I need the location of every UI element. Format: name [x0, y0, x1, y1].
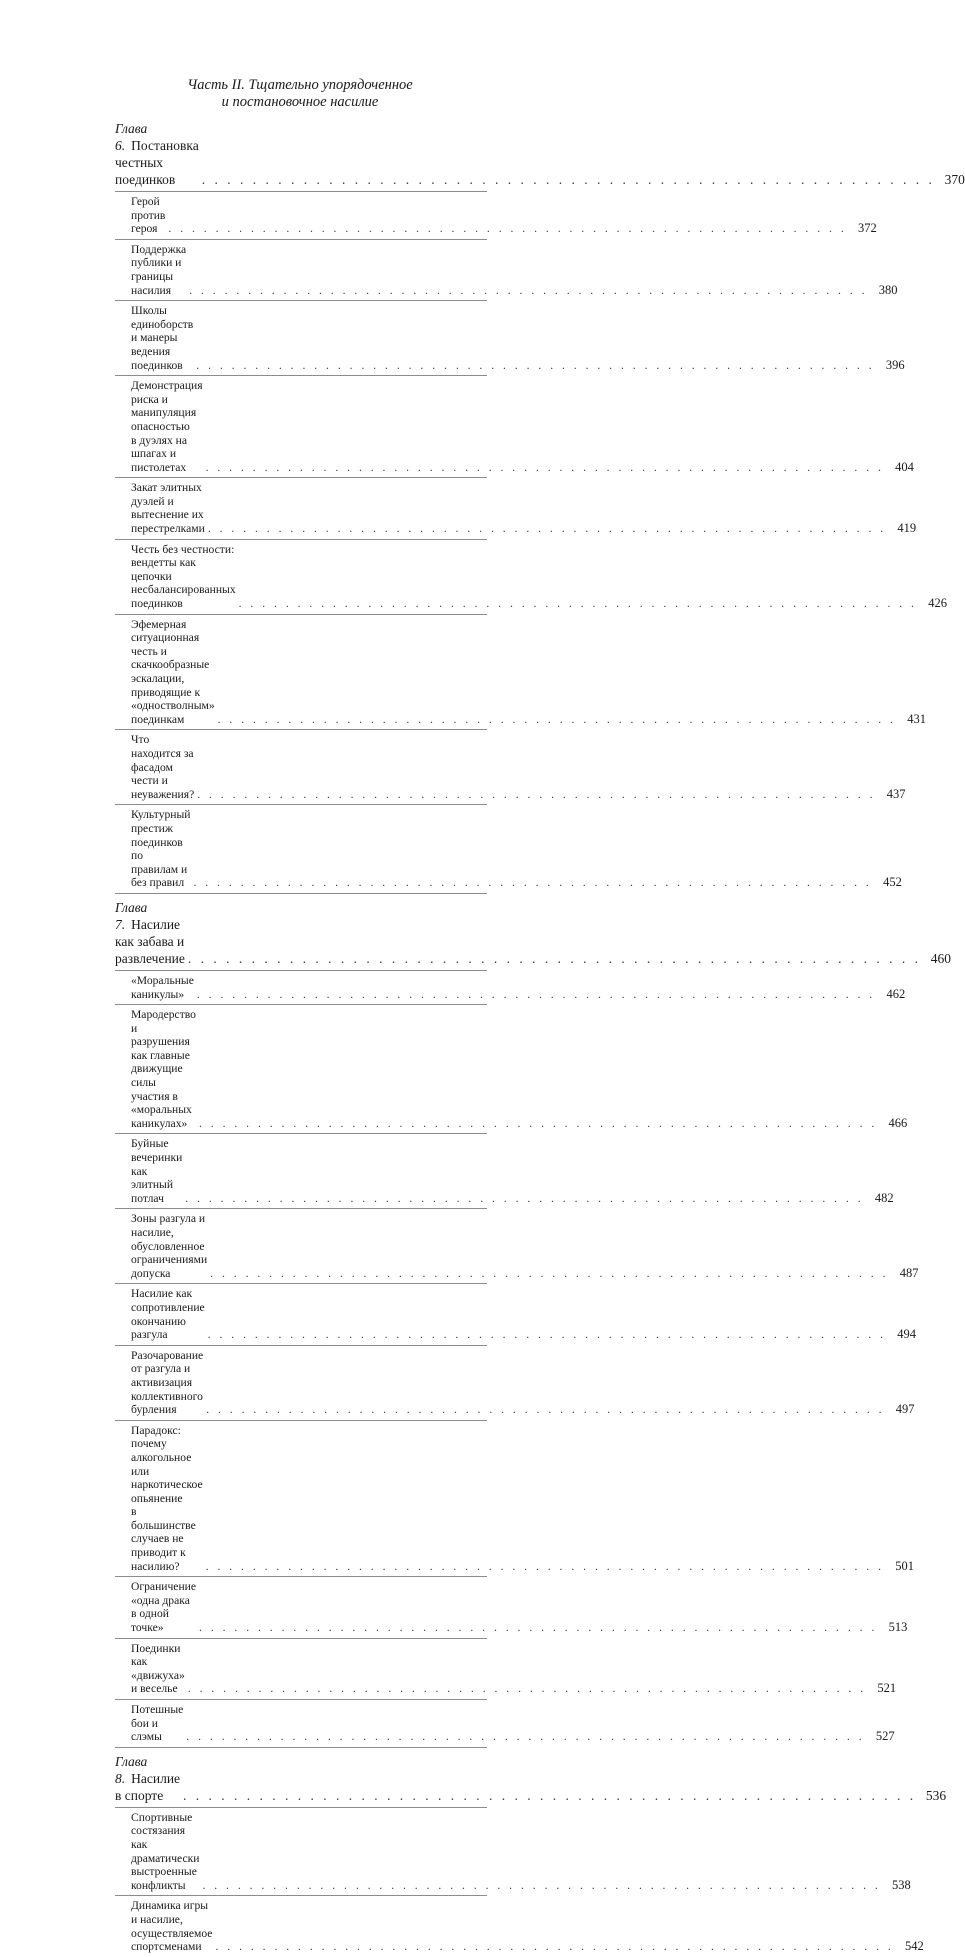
dot-leader	[202, 1879, 880, 1893]
toc-entry-title	[115, 899, 185, 967]
entry-text: Насилие как забава и развлечение	[115, 916, 185, 966]
toc-entry-title	[131, 481, 205, 535]
dot-leader	[215, 1940, 893, 1954]
entry-text: Насилие в спорте	[115, 1770, 181, 1803]
dot-leader	[208, 1328, 886, 1342]
entry-text: Школы единоборств и манеры ведения поединков	[131, 304, 194, 372]
entry-text: Разочарование от разгула и активизация коллективного бурления	[131, 1348, 204, 1417]
toc-section-row	[115, 375, 914, 477]
toc-section-row	[115, 729, 906, 804]
toc-entry-title	[115, 1753, 180, 1804]
toc-entry	[115, 894, 952, 970]
toc-entry	[115, 1639, 897, 1699]
page-number: 431	[907, 711, 926, 726]
toc-section-row	[115, 1004, 908, 1133]
toc-entry-title	[131, 1349, 203, 1417]
dot-leader	[197, 788, 875, 802]
page-number: 466	[888, 1115, 908, 1130]
page-number: 538	[892, 1877, 911, 1892]
page-number: 437	[886, 786, 906, 801]
toc-section-row	[115, 1895, 924, 1956]
toc-section-row	[115, 191, 877, 239]
toc-section-row	[115, 1420, 914, 1577]
page-number: 396	[885, 357, 905, 372]
toc-entry-title	[131, 1287, 205, 1341]
page-number: 542	[905, 1939, 924, 1954]
toc-entry-title	[131, 1703, 183, 1744]
toc-entry-title	[131, 733, 194, 801]
dot-leader	[183, 1787, 916, 1804]
toc-entry-title	[131, 1580, 196, 1634]
page-number: 497	[895, 1402, 915, 1417]
page-number: 419	[897, 521, 917, 536]
toc-section-row	[115, 477, 917, 538]
dot-leader	[185, 1192, 863, 1206]
page-number: 372	[857, 221, 877, 236]
toc-section-row	[115, 1807, 911, 1896]
entry-text: Зоны разгула и насилие, обусловленное ограничениями допуска	[131, 1212, 208, 1280]
toc-entry-title	[131, 1137, 182, 1205]
entry-text: Закат элитных дуэлей и вытеснение их перестрелками	[131, 481, 205, 536]
dot-leader	[218, 713, 896, 727]
toc-section-row	[115, 804, 902, 893]
toc-section-row	[115, 1345, 915, 1420]
toc-entry	[115, 376, 914, 477]
toc-entry	[115, 301, 905, 375]
dot-leader	[186, 1730, 864, 1744]
toc-entry	[115, 1284, 916, 1344]
toc-section-row	[115, 614, 926, 730]
toc-entry-title	[131, 1811, 199, 1893]
toc-entry-title	[131, 808, 191, 890]
dot-leader	[188, 950, 921, 967]
page-number: 460	[930, 950, 952, 966]
page-number: 536	[925, 1787, 947, 1803]
entry-text: Поддержка публики и границы насилия	[131, 242, 187, 297]
toc-entry	[115, 240, 898, 300]
toc-entry	[115, 1209, 919, 1283]
toc-entry-title	[131, 243, 186, 297]
toc-entry	[115, 615, 926, 730]
toc-section-row	[115, 1283, 916, 1344]
toc-section-row	[115, 1699, 895, 1747]
page-number: 404	[895, 459, 914, 474]
entry-text: Культурный престиж поединков по правилам и без правил	[131, 808, 191, 890]
toc-entry-title	[131, 543, 236, 611]
entry-text: Эфемерная ситуационная честь и скачкообразные эскалации, приводящие к «одностволным» поединкам	[131, 617, 215, 726]
page-number: 482	[874, 1190, 894, 1205]
toc-entry-title	[131, 1424, 203, 1574]
entry-text: Что находится за фасадом чести и неуважения?	[131, 733, 195, 801]
dot-leader	[206, 461, 884, 475]
entry-text: Мародерство и разрушения как главные движущие силы участия в «моральных каникулах»	[131, 1008, 196, 1130]
toc-section-row	[115, 970, 906, 1004]
entry-text: Динамика игры и насилие, осуществляемое спортсменами	[131, 1899, 213, 1954]
toc-entry	[115, 1134, 894, 1208]
entry-text: Насилие как сопротивление окончанию разгула	[131, 1287, 205, 1342]
toc-entry-title	[131, 1899, 212, 1953]
dot-leader	[168, 222, 846, 236]
part-title-line-1: Часть II. Тщательно упорядоченное	[187, 77, 413, 93]
page-number: 487	[899, 1265, 919, 1280]
dot-leader	[197, 988, 875, 1002]
toc-entry-title	[131, 379, 203, 474]
toc-entry-title	[131, 618, 215, 727]
dot-leader	[206, 1560, 884, 1574]
dot-leader	[199, 1621, 877, 1635]
toc-entry-title	[131, 974, 194, 1001]
toc-entry	[115, 971, 906, 1004]
toc-entry	[115, 115, 965, 191]
entry-text: Демонстрация риска и манипуляция опасностью в дуэлях на шпагах и пистолетах	[131, 379, 203, 474]
page-number: 501	[895, 1558, 914, 1573]
entry-text: Герой против героя	[131, 195, 166, 236]
page-number: 370	[944, 172, 965, 187]
toc-entry	[115, 730, 906, 804]
entry-text: Честь без честности: вендетты как цепочки несбалансированных поединков	[131, 542, 236, 611]
toc-section-row	[115, 1638, 897, 1699]
dot-leader	[196, 359, 874, 373]
toc-entry	[115, 1577, 908, 1637]
entry-text: Буйные вечеринки как элитный потлач	[131, 1137, 183, 1205]
toc-entry	[115, 1421, 914, 1577]
toc-entry-title	[131, 304, 193, 372]
toc-entry	[115, 540, 947, 614]
toc-entry-title	[131, 1212, 207, 1280]
toc-entry	[115, 1346, 915, 1420]
toc-entry	[115, 805, 902, 893]
dot-leader	[206, 1403, 884, 1417]
entry-text: «Моральные каникулы»	[131, 973, 194, 1001]
dot-leader	[194, 876, 872, 890]
chapter-label: Глава 7.	[115, 899, 148, 932]
page-number: 380	[878, 282, 898, 297]
dot-leader	[202, 171, 935, 188]
toc-entry	[115, 1748, 947, 1807]
toc-section-row	[115, 1133, 894, 1208]
toc-entry	[115, 1896, 924, 1956]
page-number: 494	[897, 1327, 916, 1342]
page-number: 452	[883, 875, 902, 890]
entry-text: Парадокс: почему алкогольное или наркотическое опьянение в большинстве случаев не приводит к насилию?	[131, 1423, 203, 1573]
dot-leader	[188, 1682, 866, 1696]
toc-chapter-row	[115, 893, 952, 970]
toc-entry	[115, 1808, 911, 1896]
toc-entry-title	[131, 1642, 185, 1696]
page-number: 426	[928, 596, 947, 611]
entry-text: Спортивные состязания как драматически выстроенные конфликты	[131, 1810, 200, 1892]
page-number: 521	[877, 1681, 897, 1696]
dot-leader	[210, 1267, 888, 1281]
toc-section-row	[115, 239, 898, 300]
toc-entry-title	[115, 120, 199, 188]
chapter-label: Глава 6.	[115, 121, 148, 153]
dot-leader	[208, 522, 886, 536]
toc-section-row	[115, 300, 905, 375]
toc-entry	[115, 192, 877, 239]
entry-text: Постановка честных поединков	[115, 138, 199, 187]
toc-entry	[115, 478, 917, 538]
toc-entry	[115, 1700, 895, 1747]
chapter-label: Глава 8.	[115, 1753, 148, 1786]
entry-text: Поединки как «движуха» и веселье	[131, 1641, 185, 1696]
page-number: 513	[888, 1620, 908, 1635]
dot-leader	[239, 597, 917, 611]
dot-leader	[199, 1117, 877, 1131]
page-number: 462	[886, 986, 906, 1001]
part-title	[0, 77, 600, 111]
toc-entry	[115, 1005, 908, 1133]
toc-entry-title	[131, 1008, 196, 1130]
entry-text: Ограничение «одна драка в одной точке»	[131, 1580, 197, 1635]
toc-chapter-row	[115, 115, 965, 191]
toc-section-row	[115, 1208, 919, 1283]
page-number: 527	[875, 1729, 895, 1744]
entry-text: Потешные бои и слэмы	[131, 1703, 184, 1744]
toc-section-row	[115, 1576, 908, 1637]
dot-leader	[189, 284, 867, 298]
part-title-line-2: и постановочное насилие	[221, 94, 379, 110]
toc-chapter-row	[115, 1747, 947, 1807]
toc-section-row	[115, 539, 947, 614]
table-of-contents	[115, 115, 965, 1957]
toc-entry-title	[131, 195, 165, 236]
